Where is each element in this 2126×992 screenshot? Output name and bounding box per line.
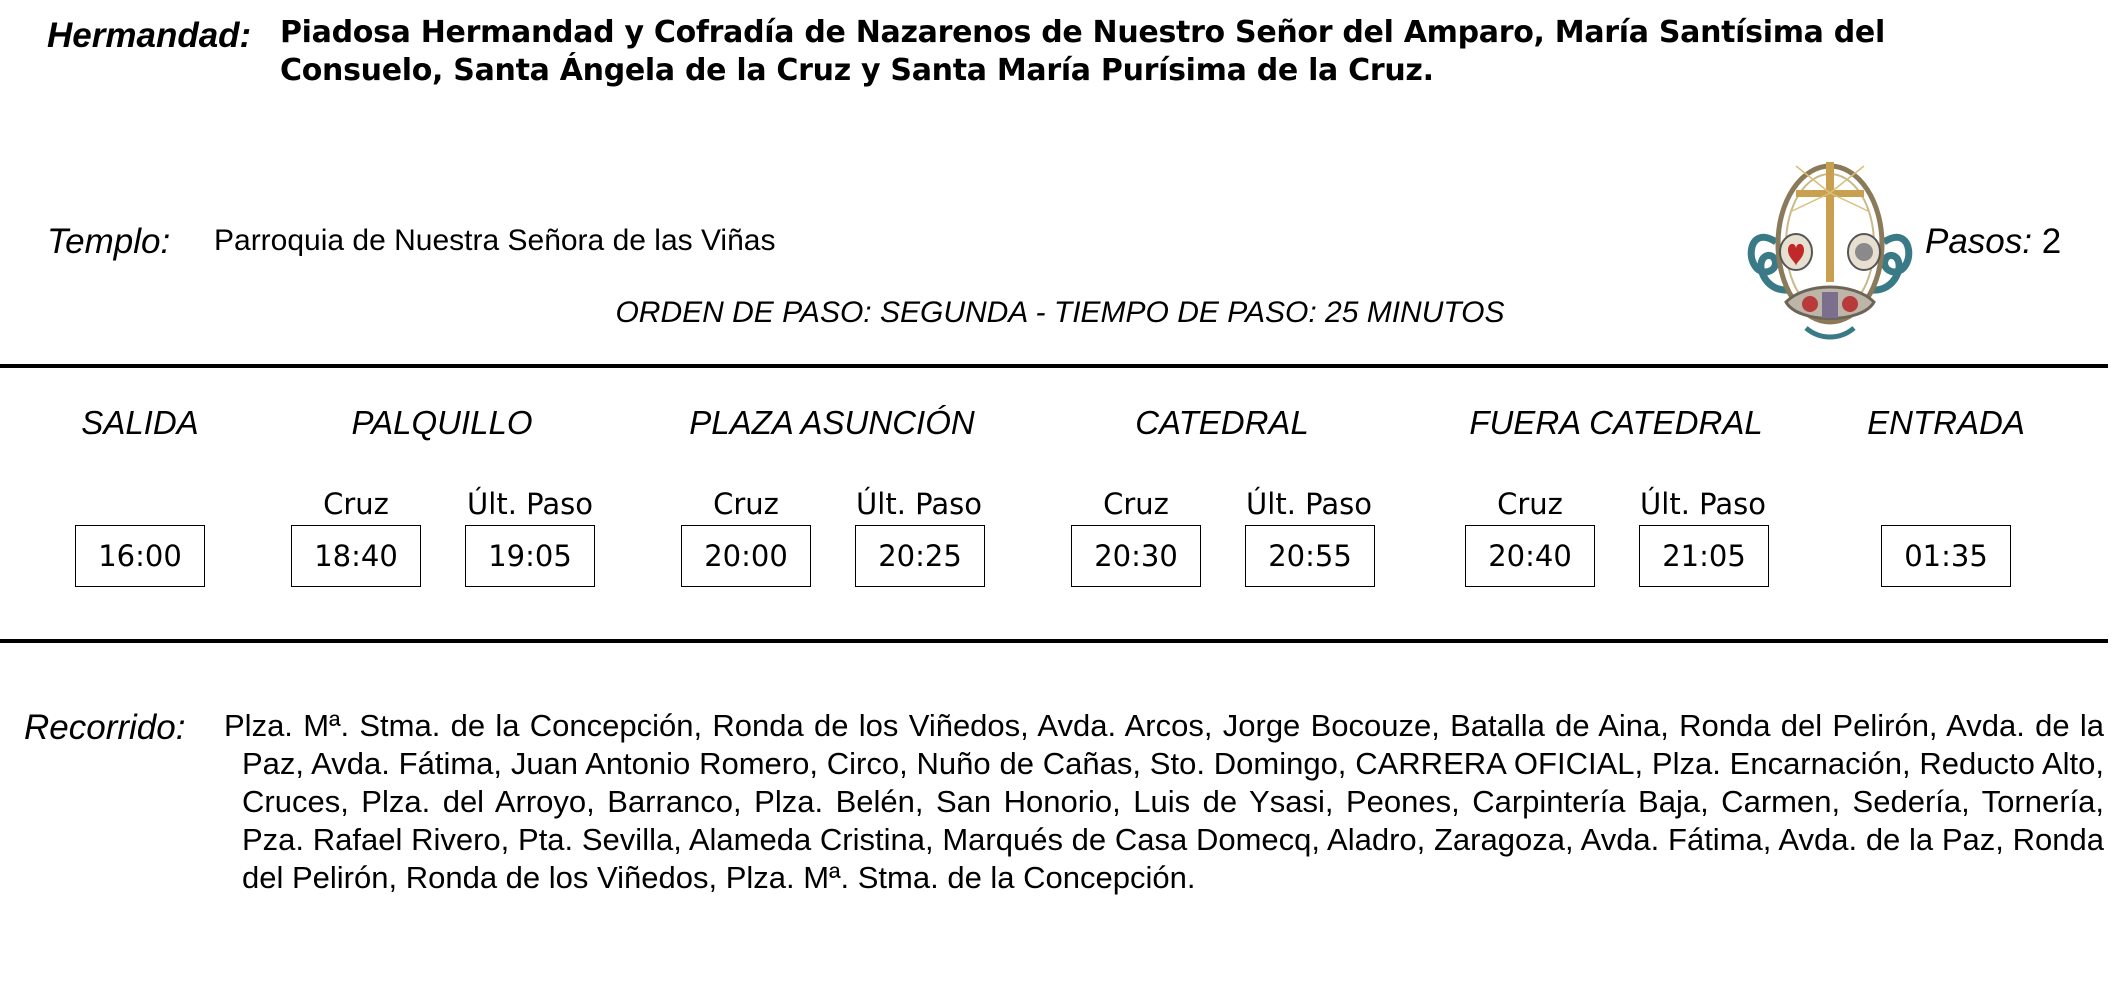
- col-salida-title: SALIDA: [81, 404, 199, 441]
- hermandad-label: Hermandad:: [47, 16, 252, 55]
- catedral-cruz-time: 20:30: [1071, 525, 1201, 587]
- entrada-time: 01:35: [1881, 525, 2011, 587]
- col-entrada-title: ENTRADA: [1867, 404, 2025, 441]
- catedral-ultpaso-time: 20:55: [1245, 525, 1375, 587]
- plaza-cruz-label: Cruz: [713, 487, 779, 521]
- templo-name: Parroquia de Nuestra Señora de las Viñas: [214, 224, 776, 257]
- col-palquillo-title: PALQUILLO: [351, 404, 533, 441]
- pasos-count: [1925, 222, 2061, 262]
- fuera-cruz-label: Cruz: [1497, 487, 1563, 521]
- fuera-ultpaso-time: 21:05: [1639, 525, 1769, 587]
- catedral-ultpaso-label: Últ. Paso: [1246, 487, 1372, 521]
- orden-text: ORDEN DE PASO: SEGUNDA - TIEMPO DE PASO: 25 MINUTOS: [615, 296, 1505, 329]
- recorrido-text: Plza. Mª. Stma. de la Concepción, Ronda de los Viñedos, Avda. Arcos, Jorge Bocouze, Batalla de Aina, Ronda del Pelirón, Avda. de la Paz, Avda. Fátima, Juan Antonio Romero, Circo, Nuño de Cañas, Sto. Domingo, CARRERA OFICIAL, Plza. Encarnación, Reducto Alto, Cruces, Plza. del Arroyo, Barranco, Plza. Belén, San Honorio, Luis de Ysasi, Peones, Carpintería Baja, Carmen, Sedería, Tornería, Pza. Rafael Rivero, Pta. Sevilla, Alameda Cristina, Marqués de Casa Domecq, Aladro, Zaragoza, Avda. Fátima, Avda. de la Paz, Ronda del Pelirón, Ronda de los Viñedos, Plza. Mª. Stma. de la Concepción.: [224, 708, 2104, 895]
- templo-label: Templo:: [47, 222, 171, 261]
- catedral-cruz-label: Cruz: [1103, 487, 1169, 521]
- palquillo-ultpaso-label: Últ. Paso: [467, 487, 593, 521]
- col-fuera-catedral-title: FUERA CATEDRAL: [1469, 404, 1763, 441]
- top-divider: [0, 364, 2108, 368]
- palquillo-ultpaso-time: 19:05: [465, 525, 595, 587]
- pasos-value: 2: [2041, 222, 2062, 261]
- fuera-ultpaso-label: Últ. Paso: [1640, 487, 1766, 521]
- fuera-cruz-time: 20:40: [1465, 525, 1595, 587]
- plaza-ultpaso-time: 20:25: [855, 525, 985, 587]
- bottom-divider: [0, 639, 2108, 643]
- palquillo-cruz-label: Cruz: [323, 487, 389, 521]
- salida-time: 16:00: [75, 525, 205, 587]
- hermandad-name: Piadosa Hermandad y Cofradía de Nazarenos de Nuestro Señor del Amparo, María Santísima del Consuelo, Santa Ángela de la Cruz y Santa María Purísima de la Cruz.: [280, 15, 1885, 88]
- palquillo-cruz-time: 18:40: [291, 525, 421, 587]
- plaza-cruz-time: 20:00: [681, 525, 811, 587]
- recorrido-label: Recorrido:: [24, 708, 186, 747]
- brotherhood-crest-icon: [1736, 152, 1924, 348]
- plaza-ultpaso-label: Últ. Paso: [856, 487, 982, 521]
- pasos-label: Pasos:: [1925, 222, 2032, 261]
- col-catedral-title: CATEDRAL: [1135, 404, 1309, 441]
- col-plaza-asuncion-title: PLAZA ASUNCIÓN: [689, 404, 975, 441]
